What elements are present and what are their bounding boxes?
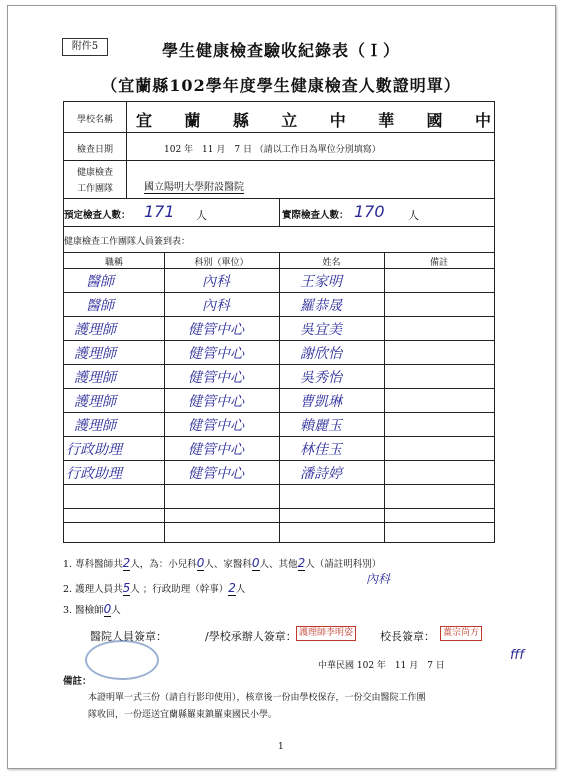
column-header-remarks: 備註 [429,258,448,268]
table-row-department: 內科 [202,298,230,314]
table-row-department: 健管中心 [188,394,244,410]
school-signature-label: /學校承辦人簽章： [205,630,297,643]
actual-count-label: 實際檢查人數： [282,210,349,221]
notes-text-line-1: 本證明單一式三份（請自行影印使用），核章後一份由學校保存，一份交由醫院工作團 [88,693,426,703]
team-value: 國立陽明大學附設醫院 [144,178,244,194]
form-title: 學生健康檢查驗收紀錄表（Ｉ） [161,41,400,60]
notes-text-line-2: 隊收回，一份逕送宜蘭縣羅東鎮羅東國民小學。 [88,710,278,720]
table-row-department: 健管中心 [188,466,244,482]
column-header-department: 科別（單位） [194,258,249,268]
school-name-value: 宜 蘭 縣 立 中 華 國 中 [136,111,491,130]
table-row-name: 羅恭晟 [300,298,342,314]
principal-signature-label: 校長簽章： [380,630,435,643]
table-row-name: 王家明 [300,274,342,290]
nurse-count-line: 2. 護理人員共5人 ；行政助理（幹事）2人 [63,581,246,595]
hospital-signature-label: 醫院人員簽章： [90,630,167,643]
column-header-title: 職稱 [104,258,123,268]
roc-date: 中華民國 102 年 11 月 7 日 [318,661,445,671]
initial-mark: fff [510,648,524,663]
school-staff-stamp: 護理師李明姿 [296,626,356,641]
signin-sheet-label: 健康檢查工作團隊人員簽到表： [64,237,191,247]
specialist-department-note: 內科 [366,572,391,586]
table-row-title: 護理師 [74,394,116,410]
form-subtitle: （宜蘭縣102學年度學生健康檢查人數證明單） [101,76,461,95]
attachment-label: 附件5 [62,38,108,56]
table-row-name: 吳宜美 [300,322,342,338]
table-row-title: 行政助理 [66,466,122,482]
school-name-label: 學校名稱 [76,115,113,125]
table-row-department: 內科 [202,274,230,290]
table-row-name: 吳秀怡 [300,370,342,386]
expected-count-label: 預定檢查人數： [64,210,131,221]
team-label-1: 健康檢查 [76,168,113,178]
page-number: 1 [278,742,284,752]
hospital-seal [85,640,159,680]
notes-label: 備註： [63,676,92,687]
table-row-title: 護理師 [74,370,116,386]
table-row-title: 護理師 [74,346,116,362]
table-row-name: 謝欣怡 [300,346,342,362]
table-row-name: 林佳玉 [300,442,342,458]
table-row-department: 健管中心 [188,418,244,434]
technician-count-line: 3. 醫檢師0人 [63,602,121,616]
table-row-name: 潘詩婷 [300,466,342,482]
expected-count-unit: 人 [196,209,207,222]
table-row-name: 曹凱琳 [300,394,342,410]
actual-count-unit: 人 [408,209,419,222]
table-row-department: 健管中心 [188,370,244,386]
table-row-title: 護理師 [74,418,116,434]
table-row-title: 行政助理 [66,442,122,458]
table-row-department: 健管中心 [188,346,244,362]
form-table [63,101,495,543]
table-row-department: 健管中心 [188,322,244,338]
table-row-title: 醫師 [86,274,114,290]
specialist-count-line: 1. 專科醫師共2人，為：小兒科0人、家醫科0人、其他2人（請註明科別） [63,556,382,570]
team-label-2: 工作團隊 [76,184,113,194]
principal-stamp: 薑宗尚方 [440,626,482,641]
table-row-title: 護理師 [74,322,116,338]
expected-count-value: 171 [144,202,175,221]
table-row-name: 賴麗玉 [300,418,342,434]
table-row-department: 健管中心 [188,442,244,458]
date-label: 檢查日期 [76,145,113,155]
date-value: 102 年 11 月 7 日 （請以工作日為單位分別填寫） [164,145,381,155]
column-header-name: 姓名 [322,258,341,268]
table-row-title: 醫師 [86,298,114,314]
actual-count-value: 170 [354,202,385,221]
